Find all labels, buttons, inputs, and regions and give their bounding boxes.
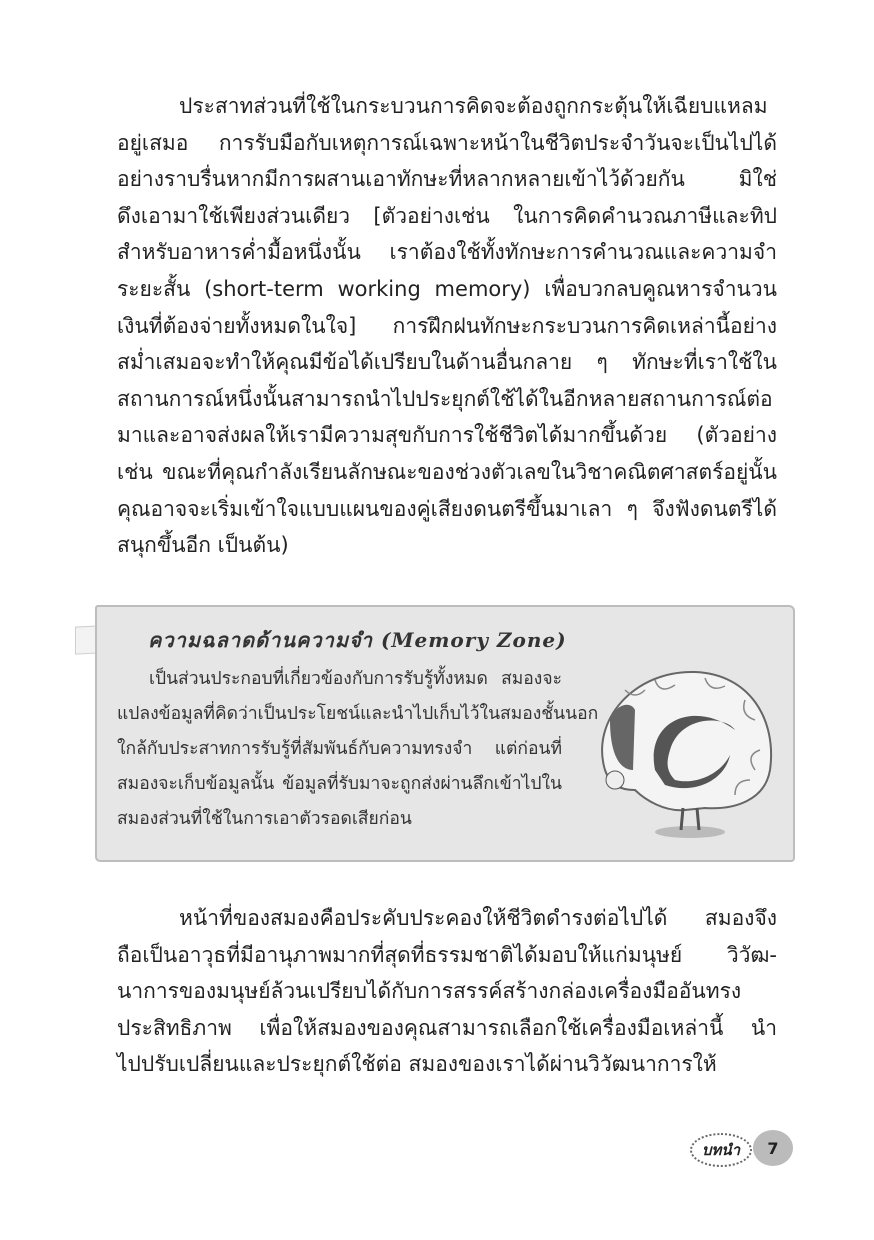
text-line: แปลงข้อมูลที่คิดว่าเป็นประโยชน์และนำไปเก็บไว้ในสมองชั้นนอก (117, 704, 599, 724)
text-line: เช่น ขณะที่คุณกำลังเรียนลักษณะของช่วงตัวเลขในวิชาคณิตศาสตร์อยู่นั้น (117, 459, 777, 484)
text-line: สม่ำเสมอจะทำให้คุณมีข้อได้เปรียบในด้านอื่นกลาย ๆ ทักษะที่เราใช้ใน (117, 350, 777, 375)
text-line: เป็นส่วนประกอบที่เกี่ยวข้องกับการรับรู้ทั้งหมด สมองจะ (149, 669, 562, 689)
chapter-label: บทนำ (690, 1133, 752, 1167)
text-line: สมองส่วนที่ใช้ในการเอาตัวรอดเสียก่อน (117, 809, 412, 829)
text-line: สำหรับอาหารค่ำมื้อหนึ่งนั้น เราต้องใช้ทั้งทักษะการคำนวณและความจำ (117, 240, 777, 265)
memory-zone-text (117, 662, 599, 837)
text-line: ดึงเอามาใช้เพียงส่วนเดียว [ตัวอย่างเช่น ในการคิดคำนวณภาษีและทิป (117, 203, 777, 228)
text-line: ถือเป็นอาวุธที่มีอานุภาพมากที่สุดที่ธรรมชาติได้มอบให้แก่มนุษย์ วิวัฒ- (117, 942, 777, 967)
text-line: หน้าที่ของสมองคือประคับประคองให้ชีวิตดำรงต่อไปได้ สมองจึง (179, 906, 777, 930)
text-line: เงินที่ต้องจ่ายทั้งหมดในใจ] การฝึกฝนทักษะกระบวนการคิดเหล่านี้อย่าง (117, 313, 777, 338)
text-line: นาการของมนุษย์ล้วนเปรียบได้กับการสรรค์สร้างกล่องเครื่องมืออันทรง (117, 979, 742, 1004)
brain-illustration (585, 660, 780, 840)
text-line: อยู่เสมอ การรับมือกับเหตุการณ์เฉพาะหน้าในชีวิตประจำวันจะเป็นไปได้ (117, 130, 777, 155)
text-line: ประสิทธิภาพ เพื่อให้สมองของคุณสามารถเลือกใช้เครื่องมือเหล่านี้ นำ (117, 1015, 777, 1040)
memory-zone-title: ความฉลาดด้านความจำ (Memory Zone) (148, 628, 567, 652)
text-line: ใกล้กับประสาทการรับรู้ที่สัมพันธ์กับความทรงจำ แต่ก่อนที่ (117, 739, 562, 759)
text-line: ประสาทส่วนที่ใช้ในกระบวนการคิดจะต้องถูกกระตุ้นให้เฉียบแหลม (179, 94, 768, 118)
text-line: ไปปรับเปลี่ยนและประยุกต์ใช้ต่อ สมองของเราได้ผ่านวิวัฒนาการให้ (117, 1052, 717, 1077)
paragraph-2 (117, 900, 777, 1083)
text-line: สมองจะเก็บข้อมูลนั้น ข้อมูลที่รับมาจะถูกส่งผ่านลึกเข้าไปใน (117, 774, 562, 794)
paragraph-1 (117, 88, 777, 564)
text-line: อย่างราบรื่นหากมีการผสานเอาทักษะที่หลากหลายเข้าไว้ด้วยกัน มิใช่ (117, 167, 777, 192)
page-number: 7 (753, 1130, 793, 1166)
text-line: คุณอาจจะเริ่มเข้าใจแบบแผนของคู่เสียงดนตรีขึ้นมาเลา ๆ จึงฟังดนตรีได้ (117, 496, 777, 521)
text-line: สนุกขึ้นอีก เป็นต้น) (117, 533, 289, 558)
text-line: มาและอาจส่งผลให้เรามีความสุขกับการใช้ชีวิตได้มากขึ้นด้วย (ตัวอย่าง (117, 423, 777, 448)
text-line: ระยะสั้น (short-term working memory) เพื่อบวกลบคูณหารจำนวน (117, 276, 777, 301)
text-line: สถานการณ์หนึ่งนั้นสามารถนำไปประยุกต์ใช้ได้ในอีกหลายสถานการณ์ต่อ (117, 386, 773, 411)
